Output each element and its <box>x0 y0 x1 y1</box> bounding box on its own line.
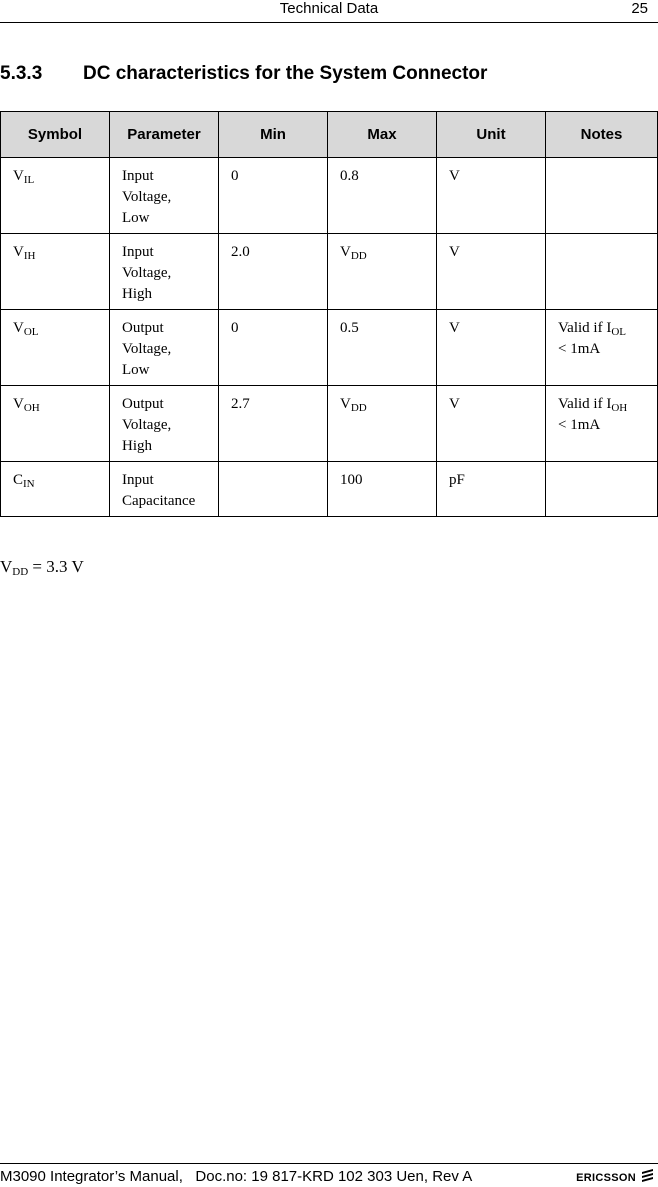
cell-unit: pF <box>437 462 546 517</box>
ericsson-stripes-icon <box>641 1168 654 1187</box>
cell-parameter: Output Voltage, Low <box>110 310 219 386</box>
cell-max: 0.8 <box>328 158 437 234</box>
column-header-notes: Notes <box>546 112 658 158</box>
table-row <box>1 386 658 462</box>
section-title: DC characteristics for the System Connector <box>83 63 488 84</box>
page-number: 25 <box>631 0 648 17</box>
column-header-symbol: Symbol <box>1 112 110 158</box>
column-header-max: Max <box>328 112 437 158</box>
cell-max: $V_{DD}$ <box>328 234 437 310</box>
cell-symbol: $V_{IH}$ <box>1 234 110 310</box>
footer-document-info: M3090 Integrator’s Manual, Doc.no: 19 817-KRD 102 303 Uen, Rev A <box>0 1168 473 1185</box>
cell-parameter: Input Voltage, High <box>110 234 219 310</box>
column-header-min: Min <box>219 112 328 158</box>
cell-min <box>219 462 328 517</box>
cell-parameter: Input Capacitance <box>110 462 219 517</box>
cell-min: 2.7 <box>219 386 328 462</box>
cell-max: 0.5 <box>328 310 437 386</box>
table-row <box>1 234 658 310</box>
cell-notes <box>546 462 658 517</box>
cell-symbol: $C_{IN}$ <box>1 462 110 517</box>
running-header-title: Technical Data <box>279 0 379 17</box>
cell-min: 0 <box>219 310 328 386</box>
table-header-row <box>1 112 658 158</box>
section-heading <box>0 63 487 85</box>
table-row <box>1 310 658 386</box>
column-header-unit: Unit <box>437 112 546 158</box>
cell-unit: V <box>437 310 546 386</box>
cell-parameter: Output Voltage, High <box>110 386 219 462</box>
cell-notes <box>546 158 658 234</box>
cell-min: 2.0 <box>219 234 328 310</box>
cell-min: 0 <box>219 158 328 234</box>
ericsson-logo <box>576 1168 654 1187</box>
cell-parameter: Input Voltage, Low <box>110 158 219 234</box>
cell-symbol: $V_{IL}$ <box>1 158 110 234</box>
cell-symbol: $V_{OL}$ <box>1 310 110 386</box>
logo-wordmark: ERICSSON <box>576 1171 636 1184</box>
cell-unit: V <box>437 386 546 462</box>
table-row <box>1 462 658 517</box>
cell-max: $V_{DD}$ <box>328 386 437 462</box>
cell-notes <box>546 234 658 310</box>
cell-symbol: $V_{OH}$ <box>1 386 110 462</box>
footer-divider <box>0 1163 658 1164</box>
header-divider <box>0 22 658 23</box>
table-row <box>1 158 658 234</box>
section-number: 5.3.3 <box>0 63 43 84</box>
cell-notes: Valid if $I_{OH}$ < 1mA <box>546 386 658 462</box>
cell-unit: V <box>437 158 546 234</box>
cell-max: 100 <box>328 462 437 517</box>
dc-characteristics-table <box>0 111 658 517</box>
cell-unit: V <box>437 234 546 310</box>
cell-notes: Valid if $I_{OL}$ < 1mA <box>546 310 658 386</box>
column-header-parameter: Parameter <box>110 112 219 158</box>
vdd-footnote: $V_{DD} = 3.3$ V <box>0 557 84 578</box>
